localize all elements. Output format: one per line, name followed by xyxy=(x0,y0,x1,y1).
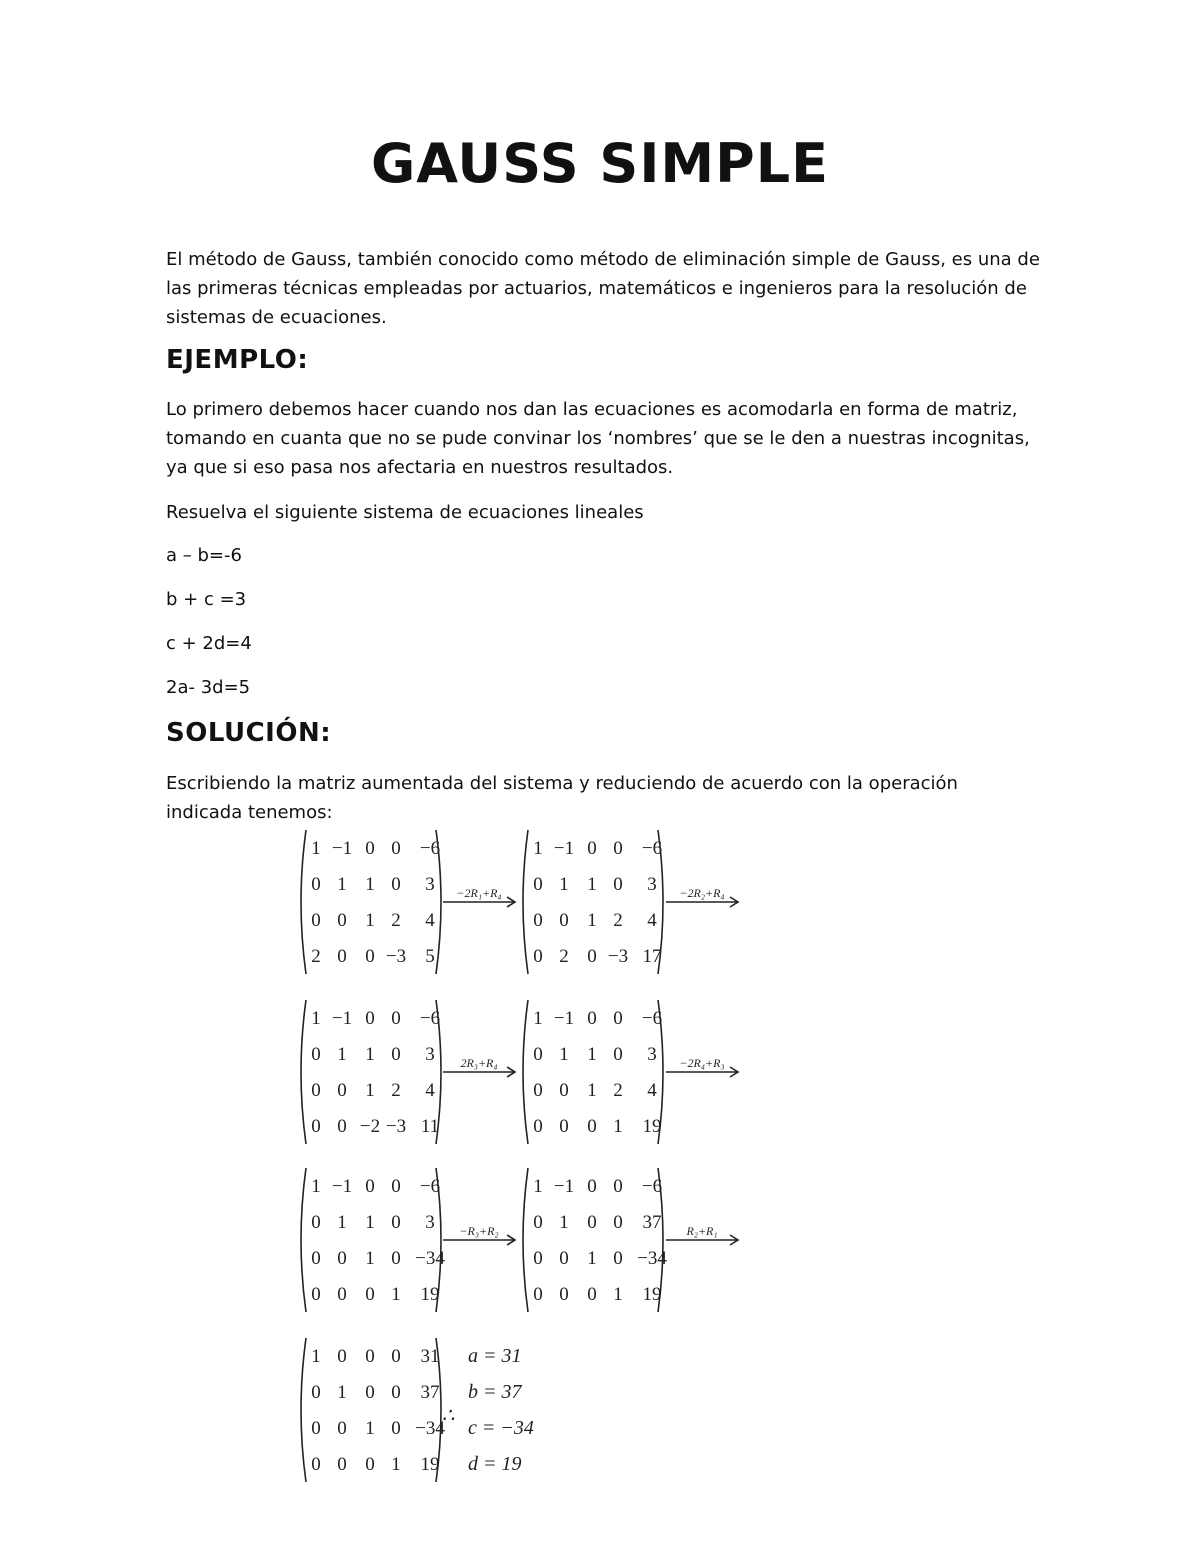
step3-matrix-a-entry: 0 xyxy=(365,1284,375,1305)
final-matrix-entry: 0 xyxy=(365,1382,375,1403)
final-matrix-entry: 0 xyxy=(337,1454,347,1475)
step1-matrix-a-entry: −3 xyxy=(385,946,407,967)
step3-matrix-a-entry: 19 xyxy=(420,1284,440,1305)
step2-matrix-b-entry: 0 xyxy=(613,1008,623,1029)
step3-matrix-a-entry: 0 xyxy=(365,1176,375,1197)
step1-matrix-a-entry: 2 xyxy=(391,910,401,931)
step2-matrix-a-entry: 0 xyxy=(391,1008,401,1029)
step1-matrix-b-entry: 2 xyxy=(613,910,623,931)
final-matrix-entry: 31 xyxy=(420,1346,440,1367)
step2-matrix-b-entry: 0 xyxy=(587,1008,597,1029)
intro-paragraph: El método de Gauss, también conocido como método de eliminación simple de Gauss, es una de las primeras técnicas empleadas por actuarios, matemáticos e ingenieros para la resolución de sistemas de ecuaciones. xyxy=(166,249,1040,328)
step1-matrix-a-entry: 1 xyxy=(337,874,347,895)
step2-matrix-b-entry: 19 xyxy=(642,1116,662,1137)
step1-matrix-b-entry: −1 xyxy=(553,838,575,859)
step3-matrix-b-entry: 0 xyxy=(587,1176,597,1197)
step2-matrix-b-entry: 0 xyxy=(587,1116,597,1137)
step3-matrix-b-entry: 0 xyxy=(559,1248,569,1269)
step3-matrix-b-entry: 0 xyxy=(613,1212,623,1233)
step1-matrix-a-entry: 5 xyxy=(425,946,435,967)
step1-matrix-a-entry: 1 xyxy=(311,838,321,859)
equation-4: 2a- 3d=5 xyxy=(166,677,251,698)
step1-matrix-b-entry: 2 xyxy=(559,946,569,967)
step2-matrix-a-entry: −1 xyxy=(331,1008,353,1029)
step1-matrix-a-entry: 1 xyxy=(365,874,375,895)
step2-matrix-b-entry: 4 xyxy=(647,1080,657,1101)
step1-matrix-a-entry: 0 xyxy=(365,838,375,859)
step3-matrix-a-entry: 0 xyxy=(391,1212,401,1233)
step2-matrix-a-entry: 0 xyxy=(337,1080,347,1101)
final-matrix-entry: 0 xyxy=(311,1418,321,1439)
step3-matrix-b-entry: 0 xyxy=(587,1212,597,1233)
step2-matrix-b-entry: 1 xyxy=(587,1080,597,1101)
step1-matrix-a-left-bracket xyxy=(301,830,306,974)
step2-matrix-a-entry: 11 xyxy=(420,1116,440,1137)
result-3: c = −34 xyxy=(468,1417,534,1439)
step2-matrix-a-entry: 1 xyxy=(337,1044,347,1065)
final-matrix-entry: 1 xyxy=(365,1418,375,1439)
step1-matrix-a-entry: 0 xyxy=(391,838,401,859)
step2-matrix-b-entry: 0 xyxy=(559,1116,569,1137)
step3-matrix-b-entry: 0 xyxy=(559,1284,569,1305)
step1-matrix-b-entry: 17 xyxy=(642,946,662,967)
step1-matrix-b-entry: 0 xyxy=(533,874,543,895)
final-matrix-entry: 0 xyxy=(391,1382,401,1403)
step1-matrix-b-left-bracket xyxy=(523,830,528,974)
therefore-symbol: ∴ xyxy=(441,1405,455,1427)
step1-matrix-b-entry: 0 xyxy=(587,838,597,859)
step2-matrix-b-entry: 0 xyxy=(533,1116,543,1137)
step1-op1-operation-label: −2R₁+R₄ xyxy=(456,886,502,900)
step3-matrix-a-left-bracket xyxy=(301,1168,306,1312)
step2-matrix-b-entry: 1 xyxy=(587,1044,597,1065)
step1-matrix-a-entry: 0 xyxy=(311,874,321,895)
step3-matrix-a-entry: 0 xyxy=(311,1212,321,1233)
instruction-text: Resuelva el siguiente sistema de ecuaciones lineales xyxy=(166,502,644,523)
step3-matrix-b-entry: 0 xyxy=(533,1212,543,1233)
final-matrix-entry: 0 xyxy=(311,1454,321,1475)
step1-matrix-a-entry: 0 xyxy=(365,946,375,967)
step1-matrix-a-entry: 0 xyxy=(311,910,321,931)
step3-matrix-a-entry: −6 xyxy=(419,1176,441,1197)
step2-matrix-b-entry: 0 xyxy=(533,1044,543,1065)
step3-matrix-a-entry: −34 xyxy=(415,1248,445,1269)
step2-matrix-a-entry: 0 xyxy=(311,1080,321,1101)
step3-matrix-b-entry: 0 xyxy=(587,1284,597,1305)
step3-matrix-b-entry: 37 xyxy=(642,1212,662,1233)
step2-matrix-a-entry: 0 xyxy=(311,1116,321,1137)
result-1: a = 31 xyxy=(468,1345,522,1367)
step1-matrix-a-entry: 4 xyxy=(425,910,435,931)
step2-matrix-a-entry: −3 xyxy=(385,1116,407,1137)
step1-matrix-a-entry: 1 xyxy=(365,910,375,931)
step2-matrix-a-entry: 1 xyxy=(311,1008,321,1029)
final-matrix-entry: 0 xyxy=(391,1418,401,1439)
step1-matrix-a-entry: 0 xyxy=(391,874,401,895)
final-matrix-left-bracket xyxy=(301,1338,306,1482)
step1-matrix-a-entry: 3 xyxy=(425,874,435,895)
step3-matrix-b-entry: 0 xyxy=(613,1248,623,1269)
final-matrix-entry: 0 xyxy=(365,1454,375,1475)
step1-matrix-b-entry: 0 xyxy=(613,838,623,859)
step1-matrix-b-entry: 0 xyxy=(533,946,543,967)
step1-matrix-b-entry: 0 xyxy=(587,946,597,967)
final-matrix-entry: 0 xyxy=(311,1382,321,1403)
step2-matrix-a-entry: 0 xyxy=(391,1044,401,1065)
step2-matrix-a-entry: 0 xyxy=(337,1116,347,1137)
final-matrix-entry: 0 xyxy=(365,1346,375,1367)
step3-matrix-a-entry: −1 xyxy=(331,1176,353,1197)
step3-matrix-a-entry: 3 xyxy=(425,1212,435,1233)
solution-heading: SOLUCIÓN: xyxy=(166,718,332,748)
equation-3: c + 2d=4 xyxy=(166,633,252,654)
equation-1: a – b=-6 xyxy=(166,545,242,566)
step2-op2-operation-label: −2R₄+R₃ xyxy=(679,1056,725,1070)
step2-matrix-a-entry: 0 xyxy=(365,1008,375,1029)
step3-matrix-a-entry: 0 xyxy=(391,1176,401,1197)
step1-matrix-b-entry: 1 xyxy=(533,838,543,859)
final-matrix-entry: 37 xyxy=(420,1382,440,1403)
step3-matrix-b-entry: 0 xyxy=(613,1176,623,1197)
step2-matrix-b-entry: 1 xyxy=(559,1044,569,1065)
step3-matrix-a-entry: 0 xyxy=(337,1248,347,1269)
step2-matrix-b-entry: 3 xyxy=(647,1044,657,1065)
equation-2: b + c =3 xyxy=(166,589,247,610)
step3-matrix-a-entry: 1 xyxy=(391,1284,401,1305)
step3-op2-operation-label: R₂+R₁ xyxy=(686,1224,718,1238)
step1-matrix-a-entry: 0 xyxy=(337,910,347,931)
step3-matrix-b-entry: 1 xyxy=(559,1212,569,1233)
step1-matrix-a-entry: 0 xyxy=(337,946,347,967)
step1-matrix-b-entry: 4 xyxy=(647,910,657,931)
step2-matrix-a-entry: 3 xyxy=(425,1044,435,1065)
step3-matrix-a-entry: 1 xyxy=(337,1212,347,1233)
step3-matrix-b-left-bracket xyxy=(523,1168,528,1312)
step3-matrix-b-entry: 1 xyxy=(587,1248,597,1269)
step3-matrix-b-entry: 0 xyxy=(533,1284,543,1305)
step1-matrix-b-entry: 0 xyxy=(533,910,543,931)
step3-matrix-a-entry: 1 xyxy=(311,1176,321,1197)
step2-matrix-a-entry: −2 xyxy=(359,1116,381,1137)
step3-matrix-a-entry: 0 xyxy=(337,1284,347,1305)
step3-matrix-a-entry: 1 xyxy=(365,1212,375,1233)
step1-matrix-b-entry: 0 xyxy=(613,874,623,895)
example-paragraph: Lo primero debemos hacer cuando nos dan las ecuaciones es acomodarla en forma de matriz, tomando en cuanta que no se pude convinar los ‘nombres’ que se le den a nuestras incognitas, ya que si eso pasa nos afectaria en nuestros resultados. xyxy=(166,399,1030,478)
step2-matrix-a-entry: 1 xyxy=(365,1080,375,1101)
step3-matrix-a-entry: 0 xyxy=(311,1248,321,1269)
step2-op1-operation-label: 2R₃+R₄ xyxy=(460,1056,498,1070)
final-matrix-entry: 0 xyxy=(391,1346,401,1367)
step3-matrix-a-entry: 1 xyxy=(365,1248,375,1269)
step2-matrix-a-entry: 4 xyxy=(425,1080,435,1101)
step1-op2-operation-label: −2R₂+R₄ xyxy=(679,886,725,900)
step3-matrix-b-entry: 0 xyxy=(533,1248,543,1269)
step2-matrix-b-entry: 1 xyxy=(533,1008,543,1029)
step1-matrix-b-entry: 0 xyxy=(559,910,569,931)
step1-matrix-a-entry: −6 xyxy=(419,838,441,859)
step2-matrix-b-entry: 1 xyxy=(613,1116,623,1137)
step1-matrix-b-entry: −3 xyxy=(607,946,629,967)
step3-matrix-a-entry: 0 xyxy=(391,1248,401,1269)
matrix-steps-svg xyxy=(288,822,808,1482)
step2-matrix-a-entry: −6 xyxy=(419,1008,441,1029)
step2-matrix-b-entry: −6 xyxy=(641,1008,663,1029)
step1-matrix-a-entry: 2 xyxy=(311,946,321,967)
step3-op1-operation-label: −R₃+R₂ xyxy=(459,1224,499,1238)
matrix-reduction-figure xyxy=(288,822,808,1482)
page-title: GAUSS SIMPLE xyxy=(370,132,830,195)
final-matrix-entry: 0 xyxy=(337,1418,347,1439)
final-matrix-entry: 1 xyxy=(391,1454,401,1475)
step1-matrix-a-entry: −1 xyxy=(331,838,353,859)
final-matrix-entry: 1 xyxy=(337,1382,347,1403)
example-heading: EJEMPLO: xyxy=(166,345,309,375)
step2-matrix-a-entry: 0 xyxy=(311,1044,321,1065)
step3-matrix-b-entry: −34 xyxy=(637,1248,667,1269)
final-matrix-entry: 0 xyxy=(337,1346,347,1367)
solution-paragraph: Escribiendo la matriz aumentada del sistema y reduciendo de acuerdo con la operación indicada tenemos: xyxy=(166,773,958,823)
result-4: d = 19 xyxy=(468,1453,522,1475)
step3-matrix-b-entry: 1 xyxy=(613,1284,623,1305)
step1-matrix-b-entry: −6 xyxy=(641,838,663,859)
step2-matrix-b-left-bracket xyxy=(523,1000,528,1144)
step2-matrix-b-entry: 0 xyxy=(533,1080,543,1101)
step3-matrix-b-entry: 1 xyxy=(533,1176,543,1197)
step2-matrix-b-entry: 2 xyxy=(613,1080,623,1101)
step2-matrix-a-entry: 2 xyxy=(391,1080,401,1101)
step2-matrix-a-left-bracket xyxy=(301,1000,306,1144)
step2-matrix-b-entry: 0 xyxy=(613,1044,623,1065)
step2-matrix-b-entry: 0 xyxy=(559,1080,569,1101)
result-2: b = 37 xyxy=(468,1381,522,1403)
step2-matrix-b-entry: −1 xyxy=(553,1008,575,1029)
step1-matrix-b-entry: 3 xyxy=(647,874,657,895)
final-matrix-entry: 1 xyxy=(311,1346,321,1367)
step1-matrix-b-entry: 1 xyxy=(559,874,569,895)
step1-matrix-b-entry: 1 xyxy=(587,874,597,895)
final-matrix-entry: 19 xyxy=(420,1454,440,1475)
step3-matrix-a-entry: 0 xyxy=(311,1284,321,1305)
step3-matrix-b-entry: 19 xyxy=(642,1284,662,1305)
step3-matrix-b-entry: −6 xyxy=(641,1176,663,1197)
step3-matrix-b-entry: −1 xyxy=(553,1176,575,1197)
step1-matrix-b-entry: 1 xyxy=(587,910,597,931)
step2-matrix-a-entry: 1 xyxy=(365,1044,375,1065)
final-matrix-entry: −34 xyxy=(415,1418,445,1439)
